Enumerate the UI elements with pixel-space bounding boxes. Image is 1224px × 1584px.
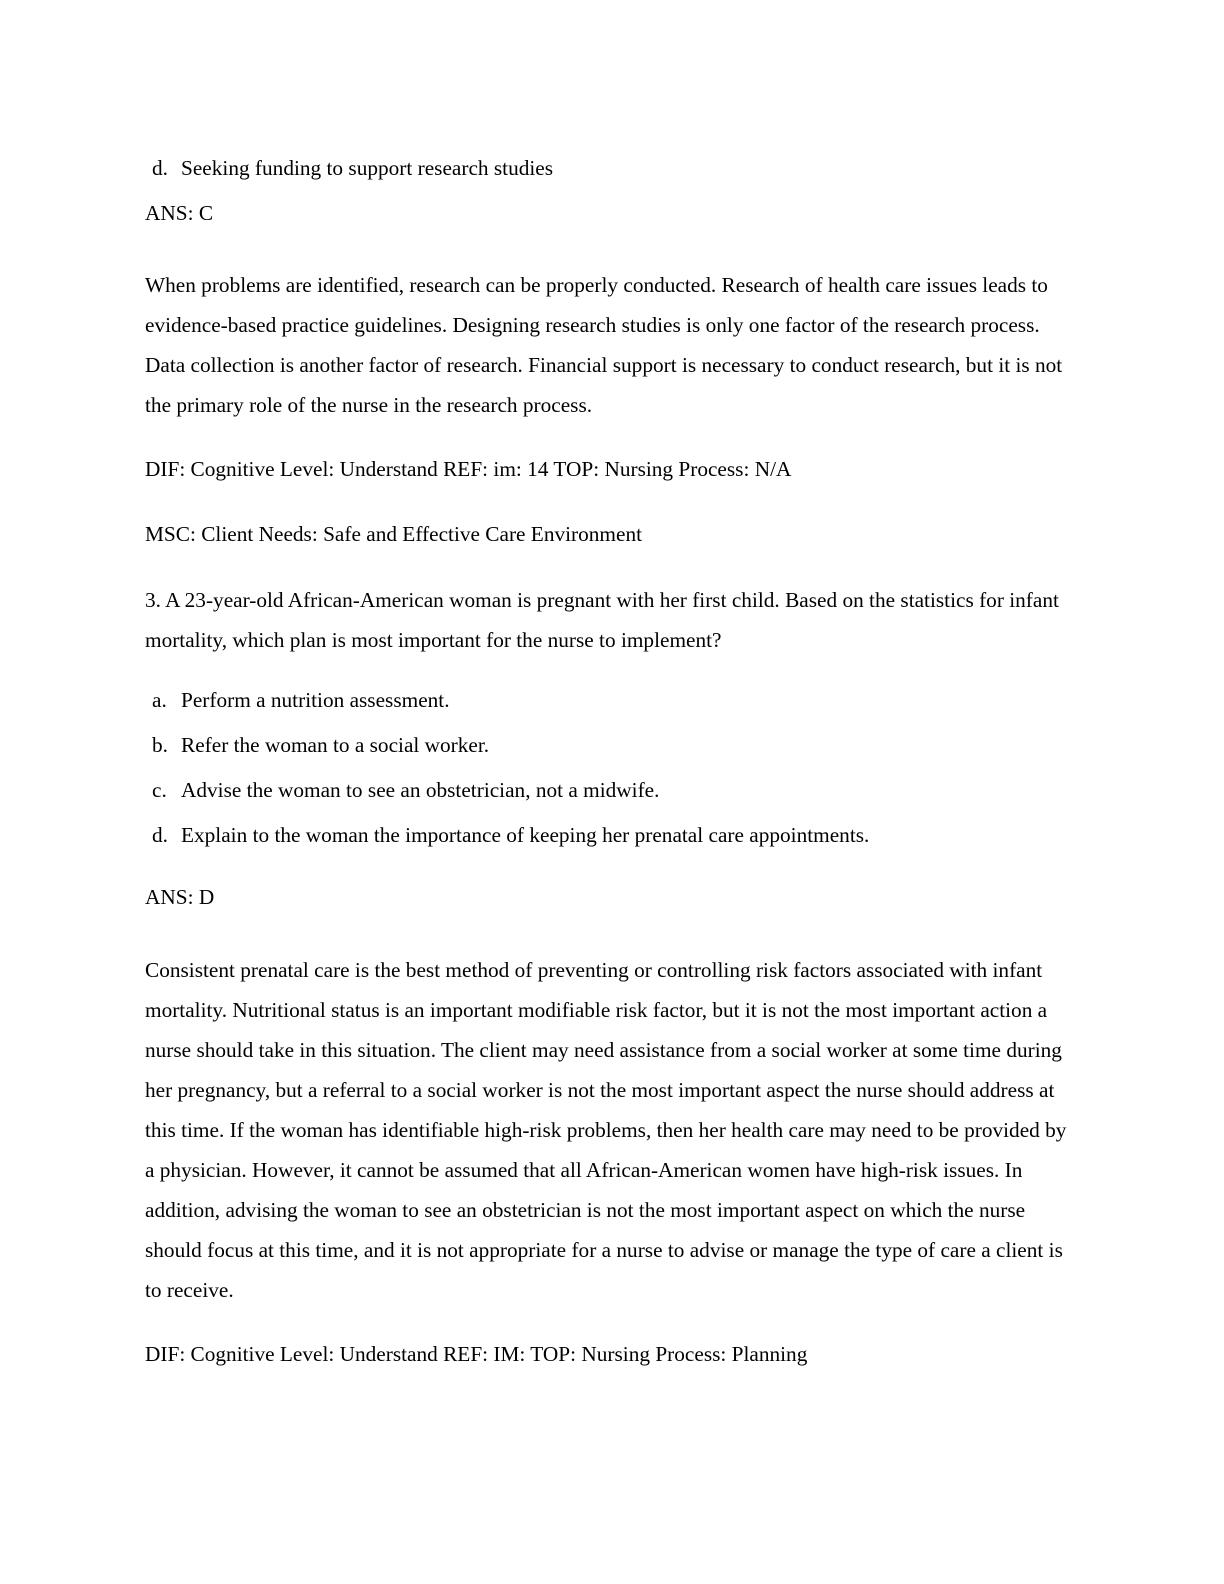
option-marker: d. (152, 823, 168, 847)
answer-line-q2: ANS: C (145, 201, 214, 225)
option-label: Refer the woman to a social worker. (181, 733, 490, 757)
answer-option-a (145, 680, 1081, 720)
answer-line-q3: ANS: D (145, 885, 215, 909)
answer-option-c (145, 770, 1081, 810)
answer-options-list-q3 (145, 680, 1081, 855)
answer-option-d-previous (145, 148, 1081, 188)
option-marker: b. (152, 733, 168, 757)
msc-line-q2: MSC: Client Needs: Safe and Effective Care Environment (145, 522, 643, 546)
rationale-paragraph-q3: Consistent prenatal care is the best method of preventing or controlling risk factors associated with infant mortality. Nutritional status is an important modifiable risk factor, but it is not the most important action a nurse should take in this situation. The client may need assistance from a social worker at some time during her pregnancy, but a referral to a social worker is not the most important aspect the nurse should address at this time. If the woman has identifiable high-risk problems, then her health care may need to be provided by a physician. However, it cannot be assumed that all African-American women have high-risk issues. In addition, advising the woman to see an obstetrician is not the most important aspect on which the nurse should focus at this time, and it is not appropriate for a nurse to advise or manage the type of care a client is to receive. (145, 958, 1067, 1302)
option-label: Perform a nutrition assessment. (181, 688, 450, 712)
rationale-paragraph-q2: When problems are identified, research can be properly conducted. Research of health care issues leads to evidence-based practice guidelines. Designing research studies is only one factor of the research process. Data collection is another factor of research. Financial support is necessary to conduct research, but it is not the primary role of the nurse in the research process. (145, 273, 1063, 417)
option-marker: c. (152, 778, 167, 802)
option-label: Seeking funding to support research studies (181, 156, 554, 180)
dif-line-q2: DIF: Cognitive Level: Understand REF: im: 14 TOP: Nursing Process: N/A (145, 457, 792, 481)
dif-line-q3: DIF: Cognitive Level: Understand REF: IM: TOP: Nursing Process: Planning (145, 1342, 808, 1366)
question-stem-q3: 3. A 23-year-old African-American woman is pregnant with her first child. Based on the statistics for infant mortality, which plan is most important for the nurse to implement? (145, 588, 1059, 652)
option-label: Advise the woman to see an obstetrician, not a midwife. (181, 778, 660, 802)
option-marker: d. (152, 156, 168, 180)
option-marker: a. (152, 688, 167, 712)
answer-option-b (145, 725, 1081, 765)
answer-option-d (145, 815, 1081, 855)
option-label: Explain to the woman the importance of keeping her prenatal care appointments. (181, 823, 870, 847)
